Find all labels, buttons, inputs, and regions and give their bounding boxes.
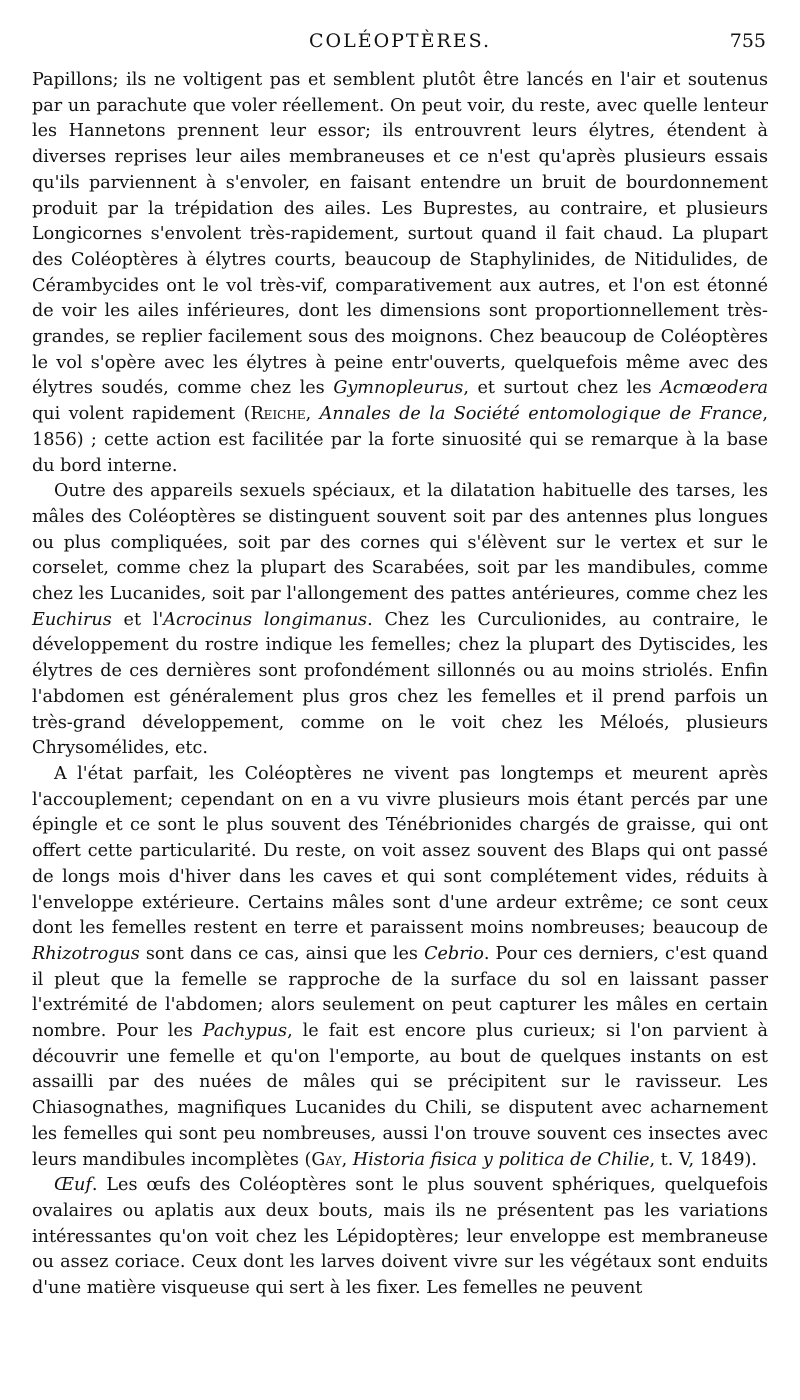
taxon-name: Cebrio bbox=[424, 943, 484, 964]
text-run: Papillons; ils ne voltigent pas et semblent plutôt être lancés en l'air et soutenus par un parachute que voler réellement. On peut voir, du reste, avec quelle lenteur les Hannetons prennent leur essor; ils entrouvrent leurs élytres, étendent à diverses reprises leur ailes membraneuses et ce n'est qu'après plusieurs essais qu'ils parviennent à s'envoler, en faisant entendre un bruit de bourdonnement produit par la trépidation des ailes. Les Buprestes, au contraire, et plusieurs Longicornes s'envolent très-rapidement, surtout quand il fait chaud. La plupart des Coléoptères à élytres courts, beaucoup de Staphylinides, de Nitidulides, de Cérambycides ont le vol très-vif, comparativement aux autres, et l'on est étonné de voir les ailes inférieures, dont les dimensions sont proportionnellement très-grandes, se replier facilement sous des moignons. Chez beaucoup de Coléoptères le vol s'opère avec les élytres à peine entr'ouverts, quelquefois même avec des élytres soudés, comme chez les bbox=[32, 70, 768, 399]
publication-title: Annales de la Société entomologique de France bbox=[319, 404, 763, 425]
page-header bbox=[32, 30, 768, 60]
taxon-name: Euchirus bbox=[32, 609, 112, 630]
text-run: Outre des appareils sexuels spéciaux, et la dilatation habituelle des tarses, les mâles des Coléoptères se distinguent souvent soit par des antennes plus longues ou plus compliquées, soit par des cornes qui s'élèvent sur le vertex et sur le corselet, comme chez la plupart des Scarabées, soit par les mandibules, comme chez les Lucanides, soit par l'allongement des pattes antérieures, comme chez les bbox=[32, 481, 768, 605]
taxon-name: Acrocinus longimanus bbox=[163, 609, 368, 630]
text-run: sont dans ce cas, ainsi que les bbox=[139, 943, 425, 964]
text-run: A l'état parfait, les Coléoptères ne vivent pas longtemps et meurent après l'accouplement; cependant on en a vu vivre plusieurs mois étant percés par une épingle et ce sont le plus souvent des Ténébrionides chargés de graisse, qui ont offert cette particularité. Du reste, on voit assez souvent des Blaps qui ont passé de longs mois d'hiver dans les caves et qui sont complétement vides, réduits à l'enveloppe extérieure. Certains mâles sont d'une ardeur extrême; ce sont ceux dont les femelles restent en terre et paraissent moins nombreuses; beaucoup de bbox=[32, 763, 768, 939]
author-name: Reiche bbox=[250, 404, 306, 425]
text-run: , 1856) ; cette action est facilitée par la forte sinuosité qui se remarque à la base du bord interne. bbox=[32, 404, 769, 476]
text-run: . Pour ces derniers, c'est quand il pleut que la femelle se rapproche de la surface du sol en laissant passer l'extrémité de l'abdomen; alors seulement on peut capturer les mâles en certain nombre. Pour les bbox=[32, 943, 769, 1042]
paragraph-flight bbox=[32, 68, 768, 479]
section-heading: Œuf bbox=[54, 1175, 92, 1196]
text-run: . Chez les Curculionides, au contraire, le développement du rostre indique les femelles; chez la plupart des Dytiscides, les élytres de ces dernières sont profondément sillonnés ou au moins striolés. Enfin l'abdomen est généralement plus gros chez les femelles et il prend parfois un très-grand développement, comme on le voit chez les Méloés, plusieurs Chrysomélides, etc. bbox=[32, 609, 768, 759]
text-run: , t. V, 1849). bbox=[649, 1149, 757, 1170]
taxon-name: Gymnopleurus bbox=[333, 378, 464, 399]
text-run: , bbox=[305, 404, 320, 425]
page-number: 755 bbox=[729, 30, 766, 52]
body-text bbox=[32, 68, 768, 1302]
taxon-name: Pachypus bbox=[202, 1021, 288, 1042]
text-run: , bbox=[341, 1149, 353, 1170]
text-run: , et surtout chez les bbox=[463, 378, 661, 399]
publication-title: Historia fisica y politica de Chilie bbox=[352, 1149, 650, 1170]
text-run: qui volent rapidement ( bbox=[32, 404, 251, 425]
paragraph-adult-life bbox=[32, 762, 768, 1173]
text-run: . Les œufs des Coléoptères sont le plus souvent sphériques, quelquefois ovalaires ou aplatis aux deux bouts, mais ils ne présentent pas les variations intéressantes qu'on voit chez les Lépidoptères; leur enveloppe est membraneuse ou assez coriace. Ceux dont les larves doivent vivre sur les végétaux sont enduits d'une matière visqueuse qui sert à les fixer. Les femelles ne peuvent bbox=[32, 1175, 768, 1299]
paragraph-egg bbox=[32, 1173, 768, 1302]
author-name: Gay bbox=[311, 1149, 342, 1170]
text-run: , le fait est encore plus curieux; si l'on parvient à découvrir une femelle et qu'on l'emporte, au bout de quelques instants on est assailli par des nuées de mâles qui se précipitent sur le ravisseur. Les Chiasognathes, magnifiques Lucanides du Chili, se disputent avec acharnement les femelles qui sont peu nombreuses, aussi l'on trouve souvent ces insectes avec leurs mandibules incomplètes ( bbox=[32, 1021, 768, 1170]
running-title: COLÉOPTÈRES. bbox=[308, 30, 492, 52]
paragraph-sexual-dimorphism bbox=[32, 479, 768, 762]
text-run: et l' bbox=[111, 609, 164, 630]
taxon-name: Rhizotrogus bbox=[32, 943, 140, 964]
taxon-name: Acmœodera bbox=[660, 378, 768, 399]
